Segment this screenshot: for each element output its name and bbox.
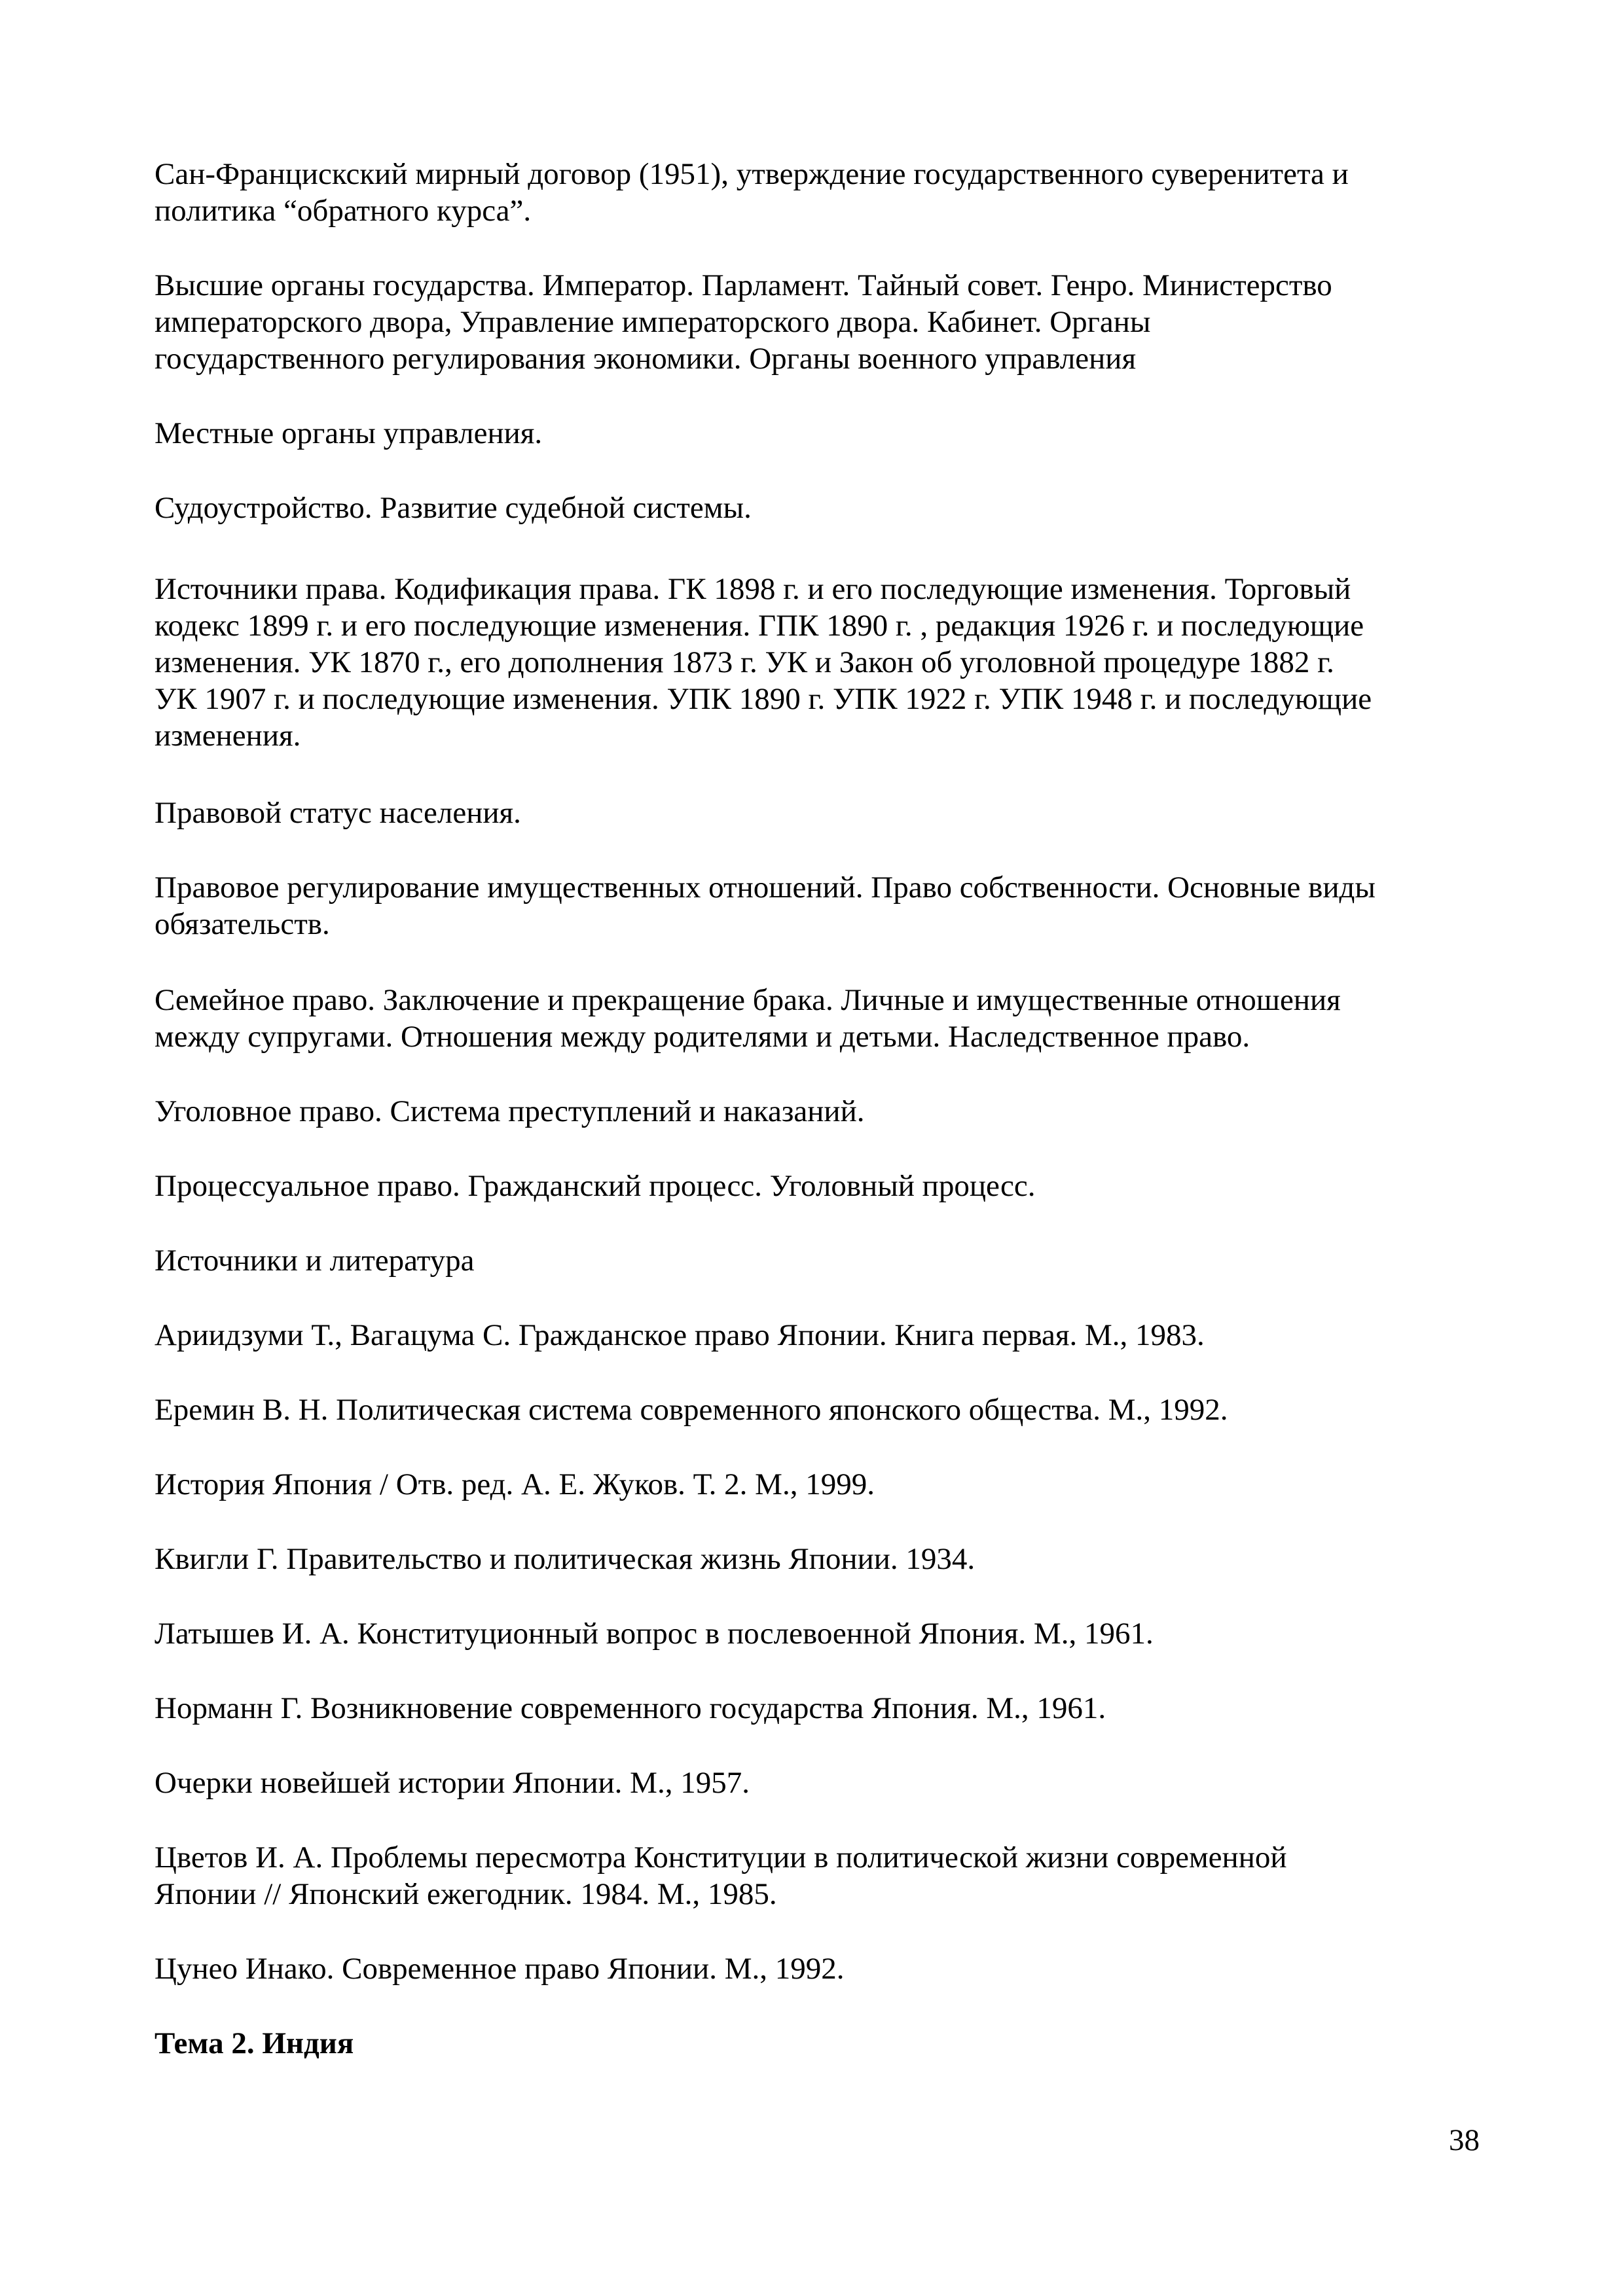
literature-item: Цунео Инако. Современное право Японии. М., 1992. — [155, 1952, 845, 1986]
paragraph-legal-status: Правовой статус населения. — [155, 796, 521, 830]
literature-item: Очерки новейшей истории Японии. М., 1957. — [155, 1766, 750, 1800]
paragraph-procedural-law: Процессуальное право. Гражданский процесс. Уголовный процесс. — [155, 1169, 1036, 1203]
page-number: 38 — [1449, 2123, 1480, 2157]
literature-item: Норманн Г. Возникновение современного государства Япония. М., 1961. — [155, 1691, 1106, 1725]
literature-heading: Источники и литература — [155, 1244, 475, 1278]
paragraph-judiciary: Судоустройство. Развитие судебной системы. — [155, 491, 752, 525]
literature-item: Еремин В. Н. Политическая система современного японского общества. М., 1992. — [155, 1393, 1228, 1427]
literature-item: Ариидзуми Т., Вагацума С. Гражданское право Японии. Книга первая. М., 1983. — [155, 1318, 1205, 1352]
paragraph-local-organs: Местные органы управления. — [155, 416, 543, 450]
literature-item: История Япония / Отв. ред. А. Е. Жуков. Т. 2. М., 1999. — [155, 1467, 875, 1501]
paragraph-higher-organs: Высшие органы государства. Император. Парламент. Тайный совет. Генро. Министерство императорского двора, Управление императорского двора. Кабинет. Органы государственного регулирования экономики. Органы военного управления — [155, 268, 1332, 376]
literature-item: Латышев И. А. Конституционный вопрос в послевоенной Япония. М., 1961. — [155, 1617, 1154, 1651]
literature-item: Цветов И. А. Проблемы пересмотра Конституции в политической жизни современной Японии // Японский ежегодник. 1984. М., 1985. — [155, 1840, 1287, 1911]
paragraph-property-law: Правовое регулирование имущественных отношений. Право собственности. Основные виды обязательств. — [155, 870, 1376, 941]
literature-item: Квигли Г. Правительство и политическая жизнь Японии. 1934. — [155, 1542, 976, 1576]
paragraph-sources-of-law: Источники права. Кодификация права. ГК 1898 г. и его последующие изменения. Торговый кодекс 1899 г. и его последующие изменения. ГПК 1890 г. , редакция 1926 г. и последующие изменения. УК 1870 г., его дополнения 1873 г. УК и Закон об уголовной процедуре 1882 г. УК 1907 г. и последующие изменения. УПК 1890 г. УПК 1922 г. УПК 1948 г. и последующие изменения. — [155, 572, 1372, 753]
paragraph-criminal-law: Уголовное право. Система преступлений и наказаний. — [155, 1094, 865, 1128]
paragraph-family-law: Семейное право. Заключение и прекращение брака. Личные и имущественные отношения между супругами. Отношения между родителями и детьми. Наследственное право. — [155, 983, 1341, 1054]
next-topic-heading: Тема 2. Индия — [155, 2026, 354, 2060]
paragraph-san-francisco: Сан-Францискский мирный договор (1951), утверждение государственного суверенитета и политика “обратного курса”. — [155, 157, 1349, 228]
